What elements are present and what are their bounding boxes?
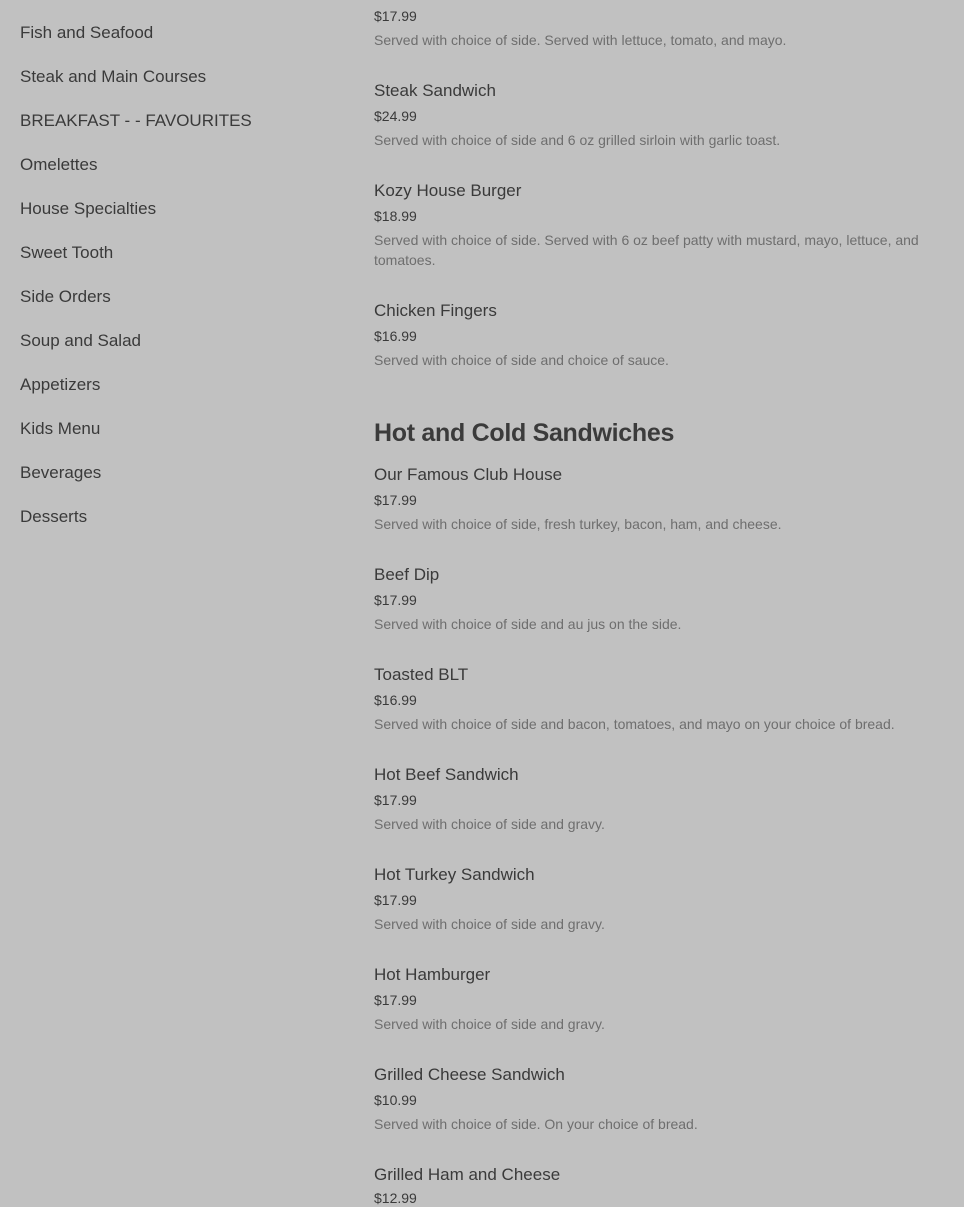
menu-item-description: Served with choice of side and gravy. bbox=[374, 816, 605, 832]
menu-item-price: $17.99 bbox=[374, 492, 417, 508]
menu-item-description: Served with choice of side and gravy. bbox=[374, 916, 605, 932]
nav-item-side-orders[interactable]: Side Orders bbox=[20, 287, 111, 306]
menu-item-name[interactable]: Hot Turkey Sandwich bbox=[374, 865, 535, 884]
menu-item-name[interactable]: Grilled Cheese Sandwich bbox=[374, 1065, 565, 1084]
menu-item-description: Served with choice of side. Served with 6 oz beef patty with mustard, mayo, lettuce, and tomatoes. bbox=[374, 232, 919, 268]
menu-item-price: $12.99 bbox=[374, 1190, 417, 1206]
menu-item-description: Served with choice of side and gravy. bbox=[374, 1016, 605, 1032]
nav-item-desserts[interactable]: Desserts bbox=[20, 507, 88, 526]
menu-item-name[interactable]: Kozy House Burger bbox=[374, 181, 522, 200]
menu-item-price: $24.99 bbox=[374, 108, 417, 124]
menu-item-name[interactable]: Our Famous Club House bbox=[374, 465, 563, 484]
menu-item-description: Served with choice of side. Served with lettuce, tomato, and mayo. bbox=[374, 32, 787, 48]
nav-item-beverages[interactable]: Beverages bbox=[20, 463, 102, 482]
nav-item-soup-and-salad[interactable]: Soup and Salad bbox=[20, 331, 141, 350]
nav-item-omelettes[interactable]: Omelettes bbox=[20, 155, 98, 174]
nav-item-appetizers[interactable]: Appetizers bbox=[20, 375, 101, 394]
nav-item-steak-and-main-courses[interactable]: Steak and Main Courses bbox=[20, 67, 207, 86]
menu-item-price: $17.99 bbox=[374, 992, 417, 1008]
menu-item-price: $17.99 bbox=[374, 892, 417, 908]
menu-item-price: $16.99 bbox=[374, 692, 417, 708]
nav-item-fish-and-seafood[interactable]: Fish and Seafood bbox=[20, 23, 154, 42]
menu-item-name[interactable]: Beef Dip bbox=[374, 565, 440, 584]
menu-item-description: Served with choice of side and bacon, tomatoes, and mayo on your choice of bread. bbox=[374, 716, 895, 732]
menu-item-price: $16.99 bbox=[374, 328, 417, 344]
menu-item-description: Served with choice of side, fresh turkey, bacon, ham, and cheese. bbox=[374, 516, 782, 532]
menu-item-name[interactable]: Hot Beef Sandwich bbox=[374, 765, 519, 784]
menu-item-description: Served with choice of side. On your choice of bread. bbox=[374, 1116, 698, 1132]
menu-item-description: Served with choice of side and 6 oz grilled sirloin with garlic toast. bbox=[374, 132, 781, 148]
menu-item-price: $17.99 bbox=[374, 592, 417, 608]
menu-item-description: Served with choice of side and au jus on the side. bbox=[374, 616, 682, 632]
nav-item-house-specialties[interactable]: House Specialties bbox=[20, 199, 157, 218]
menu-item-price: $18.99 bbox=[374, 208, 417, 224]
nav-item-kids-menu[interactable]: Kids Menu bbox=[20, 419, 101, 438]
menu-item-name[interactable]: Grilled Ham and Cheese bbox=[374, 1165, 561, 1184]
menu-item-price: $10.99 bbox=[374, 1092, 417, 1108]
nav-item-sweet-tooth[interactable]: Sweet Tooth bbox=[20, 243, 114, 262]
menu-item-name[interactable]: Steak Sandwich bbox=[374, 81, 496, 100]
menu-item-name[interactable]: Hot Hamburger bbox=[374, 965, 491, 984]
section-title: Hot and Cold Sandwiches bbox=[374, 419, 675, 447]
menu-item-name[interactable]: Chicken Fingers bbox=[374, 301, 497, 320]
nav-item-breakfast-favourites[interactable]: BREAKFAST - - FAVOURITES bbox=[20, 111, 252, 130]
menu-item-price: $17.99 bbox=[374, 792, 417, 808]
menu-item-description: Served with choice of side and choice of sauce. bbox=[374, 352, 669, 368]
menu-item-name[interactable]: Toasted BLT bbox=[374, 665, 469, 684]
menu-item-price: $17.99 bbox=[374, 8, 417, 24]
